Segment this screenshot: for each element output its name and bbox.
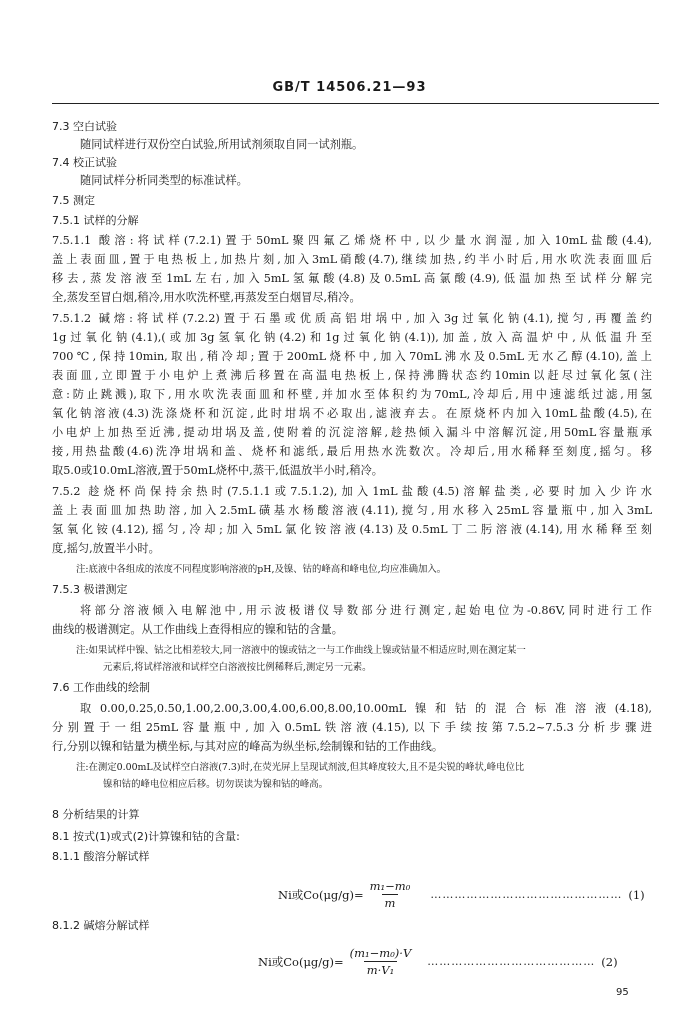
text-line-p21: 分别置于一组25mL容量瓶中,加入0.5mL铁溶液(4.15),以下手续按第7.5.2~7.5.3分析步骤进	[52, 721, 652, 734]
text-line-n3a: 注:在测定0.00mL及试样空白溶液(7.3)时,在荧光屏上呈现试剂波,但其峰度较大,且不是尖锐的峰状,峰电位比	[76, 762, 525, 773]
text-line-p20: 取0.00,0.25,0.50,1.00,2.00,3.00,4.00,6.00,8.00,10.00mL镍和钴的混合标准溶液(4.18),	[80, 702, 652, 715]
text-line-s7-5: 7.5 测定	[52, 194, 95, 207]
text-line-s7-5-3: 7.5.3 极谱测定	[52, 583, 128, 596]
text-line-s7-4: 7.4 校正试验	[52, 156, 117, 169]
text-line-s7-5-1: 7.5.1 试样的分解	[52, 214, 139, 227]
formula-2-number: (2)	[601, 954, 618, 969]
text-line-p22: 行,分别以镍和钴量为横坐标,与其对应的峰高为纵坐标,绘制镍和钴的工作曲线。	[52, 740, 444, 753]
text-line-p1: 7.5.1.1 酸溶:将试样(7.2.1)置于50mL聚四氟乙烯烧杯中,以少量水润湿,加入10mL盐酸(4.4),	[52, 234, 652, 247]
formula-2-leader: ……………………………………	[427, 955, 596, 968]
formula-1	[278, 879, 645, 910]
page-header-code: GB/T 14506.21—93	[272, 80, 427, 95]
text-line-n3b: 镍和钴的峰电位相应后移。切勿误读为镍和钴的峰高。	[103, 779, 329, 790]
text-line-p14: 7.5.2 趁烧杯尚保持余热时(7.5.1.1或7.5.1.2),加入1mL盐酸(4.5)溶解盐类,必要时加入少许水	[52, 485, 652, 498]
text-line-p8: 表面皿,立即置于小电炉上煮沸后移置在高温电热板上,保持沸腾状态约10min以赶尽过氧化氢(注	[52, 369, 652, 382]
text-line-p18: 将部分溶液倾入电解池中,用示波极谱仪导数部分进行测定,起始电位为-0.86V,同时进行工作	[80, 604, 652, 617]
text-line-p2: 盖上表面皿,置于电热板上,加热片刻,加入3mL硝酸(4.7),继续加热,约半小时后,用水吹洗表面皿后	[52, 253, 652, 266]
text-line-s7-4-p: 随同试样分析同类型的标准试样。	[80, 174, 248, 187]
text-line-p17: 度,摇匀,放置半小时。	[52, 542, 160, 555]
text-line-n2b: 元素后,将试样溶液和试样空白溶液按比例稀释后,测定另一元素。	[103, 662, 372, 673]
formula-1-lhs: Ni或Co(μg/g)=	[278, 887, 364, 902]
formula-1-numerator: m₁−m₀	[369, 879, 411, 893]
text-line-s8: 8 分析结果的计算	[52, 808, 140, 821]
text-line-p5: 7.5.1.2 碱熔:将试样(7.2.2)置于石墨或优质高铝坩埚中,加入3g过氧化钠(4.1),搅匀,再覆盖约	[52, 312, 652, 325]
text-line-p3: 移去,蒸发溶液至1mL左右,加入5mL氢氟酸(4.8)及0.5mL高氯酸(4.9),低温加热至试样分解完	[52, 272, 652, 285]
header-rule	[52, 103, 659, 104]
formula-1-number: (1)	[628, 887, 645, 902]
text-line-p19: 曲线的极谱测定。从工作曲线上查得相应的镍和钴的含量。	[52, 623, 343, 636]
page-number: 95	[616, 987, 629, 998]
text-line-p10: 氧化钠溶液(4.3)洗涤烧杯和沉淀,此时坩埚不必取出,滤液弃去。在原烧杯内加入10mL盐酸(4.5),在	[52, 407, 652, 420]
formula-2-denominator: m·V₁	[364, 961, 397, 977]
formula-2-lhs: Ni或Co(μg/g)=	[258, 954, 344, 969]
text-line-p9: 意:防止跳溅),取下,用水吹洗表面皿和杯壁,并加水至体积约为70mL,冷却后,用中速滤纸过滤,用氢	[52, 388, 652, 401]
text-line-n2a: 注:如果试样中镍、钴之比相差较大,同一溶液中的镍或钴之一与工作曲线上镍或钴量不相适应时,则在测定某一	[76, 645, 526, 656]
text-line-s8-1-2: 8.1.2 碱熔分解试样	[52, 919, 150, 932]
formula-2	[258, 946, 618, 977]
text-line-s7-3-p: 随同试样进行双份空白试验,所用试剂须取自同一试剂瓶。	[80, 138, 364, 151]
text-line-p13: 取5.0或10.0mL溶液,置于50mL烧杯中,蒸干,低温放半小时,稍冷。	[52, 464, 383, 477]
text-line-p16: 氢氧化铵(4.12),摇匀,冷却;加入5mL氯化铵溶液(4.13)及0.5mL丁二肟溶液(4.14),用水稀释至刻	[52, 523, 652, 536]
formula-1-denominator: m	[382, 894, 399, 910]
text-line-p15: 盖上表面皿加热助溶,加入2.5mL磺基水杨酸溶液(4.11),搅匀,用水移入25mL容量瓶中,加入3mL	[52, 504, 652, 517]
formula-2-numerator: (m₁−m₀)·V	[349, 946, 412, 960]
text-line-p6: 1g过氧化钠(4.1),(或加3g氢氧化钠(4.2)和1g过氧化钠(4.1)),加盖,放入高温炉中,从低温升至	[52, 331, 652, 344]
text-line-p7: 700℃,保持10min,取出,稍冷却;置于200mL烧杯中,加入70mL沸水及0.5mL无水乙醇(4.10),盖上	[52, 350, 652, 363]
text-line-p4: 全,蒸发至冒白烟,稍冷,用水吹洗杯壁,再蒸发至白烟冒尽,稍冷。	[52, 291, 361, 304]
text-line-s8-1-1: 8.1.1 酸溶分解试样	[52, 850, 150, 863]
formula-1-fraction	[367, 879, 414, 910]
text-line-s7-3: 7.3 空白试验	[52, 120, 117, 133]
formula-1-leader: …………………………………………	[430, 888, 623, 901]
text-line-s7-6: 7.6 工作曲线的绘制	[52, 681, 150, 694]
text-line-n1: 注:底液中各组成的浓度不同程度影响溶液的pH,及镍、钴的峰高和峰电位,均应准确加入。	[76, 564, 447, 575]
formula-2-fraction	[347, 946, 415, 977]
text-line-p11: 小电炉上加热至近沸,提动坩埚及盖,使附着的沉淀溶解,趁热倾入漏斗中溶解沉淀,用50mL容量瓶承	[52, 426, 652, 439]
text-line-p12: 接,用热盐酸(4.6)洗净坩埚和盖、烧杯和滤纸,最后用热水洗数次。冷却后,用水稀释至刻度,摇匀。移	[52, 445, 652, 458]
text-line-s8-1: 8.1 按式(1)或式(2)计算镍和钴的含量:	[52, 830, 240, 843]
